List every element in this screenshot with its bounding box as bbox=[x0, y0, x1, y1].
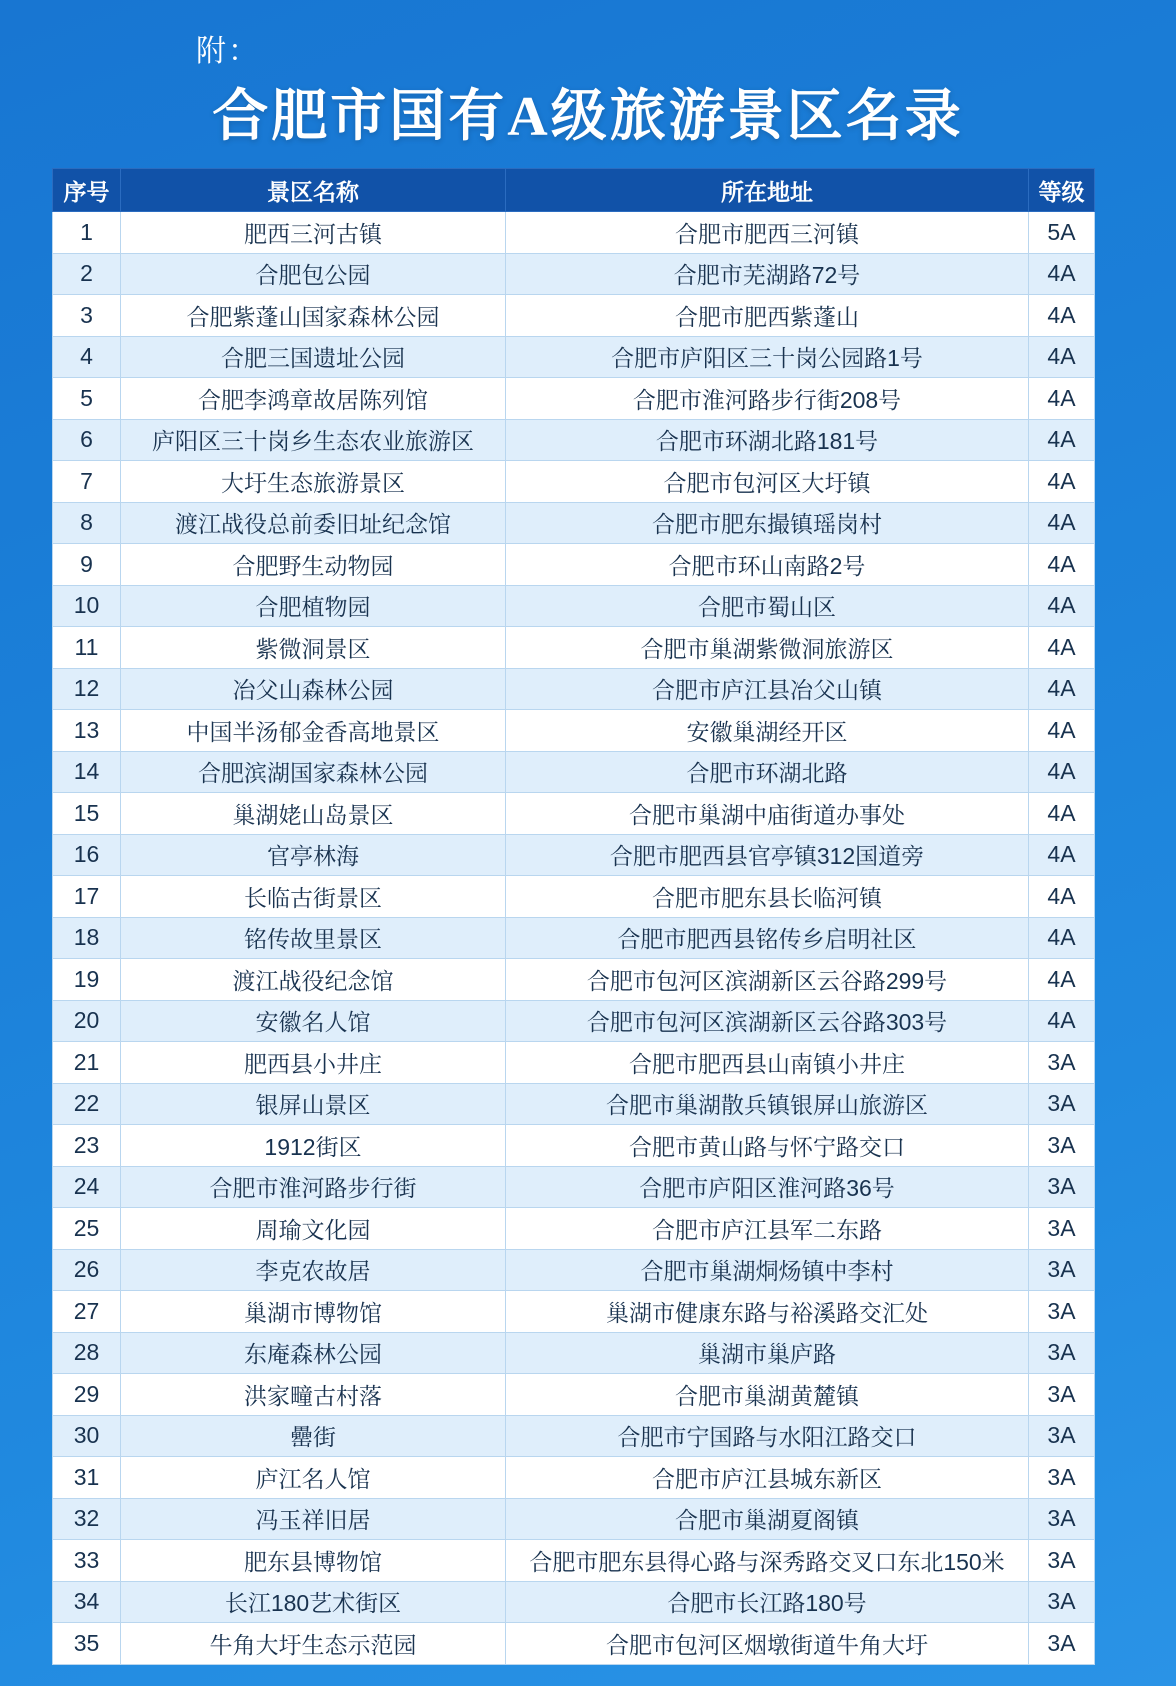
cell-name: 银屏山景区 bbox=[121, 1083, 506, 1125]
cell-address: 安徽巢湖经开区 bbox=[506, 710, 1029, 752]
column-header-address: 所在地址 bbox=[506, 169, 1029, 212]
cell-name: 巢湖市博物馆 bbox=[121, 1291, 506, 1333]
cell-address: 合肥市庐江县军二东路 bbox=[506, 1208, 1029, 1250]
cell-name: 合肥滨湖国家森林公园 bbox=[121, 751, 506, 793]
table-row bbox=[53, 212, 1095, 254]
cell-level: 3A bbox=[1029, 1125, 1095, 1167]
cell-address: 合肥市巢湖夏阁镇 bbox=[506, 1498, 1029, 1540]
cell-address: 合肥市庐阳区淮河路36号 bbox=[506, 1166, 1029, 1208]
cell-index: 30 bbox=[53, 1415, 121, 1457]
cell-level: 3A bbox=[1029, 1457, 1095, 1499]
table-row bbox=[53, 1208, 1095, 1250]
cell-address: 合肥市肥东县得心路与深秀路交叉口东北150米 bbox=[506, 1540, 1029, 1582]
cell-address: 合肥市肥东撮镇瑶岗村 bbox=[506, 502, 1029, 544]
cell-address: 合肥市长江路180号 bbox=[506, 1581, 1029, 1623]
cell-address: 合肥市肥东县长临河镇 bbox=[506, 876, 1029, 918]
cell-name: 合肥紫蓬山国家森林公园 bbox=[121, 295, 506, 337]
cell-level: 4A bbox=[1029, 959, 1095, 1001]
cell-level: 4A bbox=[1029, 419, 1095, 461]
cell-index: 17 bbox=[53, 876, 121, 918]
table-body bbox=[53, 212, 1095, 1665]
cell-name: 安徽名人馆 bbox=[121, 1000, 506, 1042]
cell-index: 3 bbox=[53, 295, 121, 337]
cell-level: 3A bbox=[1029, 1083, 1095, 1125]
cell-level: 4A bbox=[1029, 710, 1095, 752]
table-row bbox=[53, 1581, 1095, 1623]
cell-level: 4A bbox=[1029, 793, 1095, 835]
cell-address: 巢湖市巢庐路 bbox=[506, 1332, 1029, 1374]
cell-index: 1 bbox=[53, 212, 121, 254]
cell-name: 洪家疃古村落 bbox=[121, 1374, 506, 1416]
cell-index: 8 bbox=[53, 502, 121, 544]
cell-address: 合肥市巢湖散兵镇银屏山旅游区 bbox=[506, 1083, 1029, 1125]
cell-name: 庐阳区三十岗乡生态农业旅游区 bbox=[121, 419, 506, 461]
table-row bbox=[53, 1125, 1095, 1167]
cell-index: 35 bbox=[53, 1623, 121, 1665]
cell-address: 合肥市包河区滨湖新区云谷路303号 bbox=[506, 1000, 1029, 1042]
cell-level: 3A bbox=[1029, 1249, 1095, 1291]
table-row bbox=[53, 1332, 1095, 1374]
cell-index: 24 bbox=[53, 1166, 121, 1208]
table-row bbox=[53, 627, 1095, 669]
table-row bbox=[53, 834, 1095, 876]
cell-name: 合肥三国遗址公园 bbox=[121, 336, 506, 378]
cell-address: 合肥市淮河路步行街208号 bbox=[506, 378, 1029, 420]
cell-level: 4A bbox=[1029, 1000, 1095, 1042]
cell-name: 合肥李鸿章故居陈列馆 bbox=[121, 378, 506, 420]
table-row bbox=[53, 1042, 1095, 1084]
cell-name: 渡江战役总前委旧址纪念馆 bbox=[121, 502, 506, 544]
table-row bbox=[53, 1291, 1095, 1333]
table-header bbox=[53, 169, 1095, 212]
cell-address: 合肥市环山南路2号 bbox=[506, 544, 1029, 586]
cell-index: 4 bbox=[53, 336, 121, 378]
table-row bbox=[53, 1000, 1095, 1042]
cell-level: 4A bbox=[1029, 295, 1095, 337]
table-row bbox=[53, 793, 1095, 835]
table-row bbox=[53, 1623, 1095, 1665]
cell-name: 东庵森林公园 bbox=[121, 1332, 506, 1374]
cell-name: 官亭林海 bbox=[121, 834, 506, 876]
table-row bbox=[53, 502, 1095, 544]
cell-level: 4A bbox=[1029, 627, 1095, 669]
cell-name: 巢湖姥山岛景区 bbox=[121, 793, 506, 835]
table-row bbox=[53, 1249, 1095, 1291]
table-row bbox=[53, 336, 1095, 378]
cell-name: 合肥植物园 bbox=[121, 585, 506, 627]
table-row bbox=[53, 751, 1095, 793]
cell-name: 合肥包公园 bbox=[121, 253, 506, 295]
table-row bbox=[53, 668, 1095, 710]
cell-name: 中国半汤郁金香高地景区 bbox=[121, 710, 506, 752]
cell-name: 紫微洞景区 bbox=[121, 627, 506, 669]
cell-level: 3A bbox=[1029, 1581, 1095, 1623]
cell-level: 3A bbox=[1029, 1332, 1095, 1374]
cell-address: 合肥市巢湖黄麓镇 bbox=[506, 1374, 1029, 1416]
cell-level: 4A bbox=[1029, 917, 1095, 959]
cell-name: 渡江战役纪念馆 bbox=[121, 959, 506, 1001]
cell-index: 26 bbox=[53, 1249, 121, 1291]
table-row bbox=[53, 710, 1095, 752]
cell-name: 李克农故居 bbox=[121, 1249, 506, 1291]
cell-index: 18 bbox=[53, 917, 121, 959]
cell-address: 合肥市庐江县冶父山镇 bbox=[506, 668, 1029, 710]
cell-index: 22 bbox=[53, 1083, 121, 1125]
cell-index: 23 bbox=[53, 1125, 121, 1167]
cell-name: 长江180艺术街区 bbox=[121, 1581, 506, 1623]
cell-level: 4A bbox=[1029, 544, 1095, 586]
cell-name: 长临古街景区 bbox=[121, 876, 506, 918]
table-row bbox=[53, 1457, 1095, 1499]
cell-level: 4A bbox=[1029, 876, 1095, 918]
cell-index: 5 bbox=[53, 378, 121, 420]
cell-name: 肥东县博物馆 bbox=[121, 1540, 506, 1582]
cell-index: 13 bbox=[53, 710, 121, 752]
cell-index: 21 bbox=[53, 1042, 121, 1084]
cell-address: 合肥市蜀山区 bbox=[506, 585, 1029, 627]
cell-name: 肥西三河古镇 bbox=[121, 212, 506, 254]
cell-index: 19 bbox=[53, 959, 121, 1001]
cell-level: 4A bbox=[1029, 585, 1095, 627]
scenic-spot-table-container bbox=[52, 168, 1094, 1665]
cell-level: 5A bbox=[1029, 212, 1095, 254]
cell-level: 3A bbox=[1029, 1623, 1095, 1665]
cell-name: 合肥市淮河路步行街 bbox=[121, 1166, 506, 1208]
table-row bbox=[53, 917, 1095, 959]
cell-level: 3A bbox=[1029, 1374, 1095, 1416]
cell-address: 合肥市环湖北路181号 bbox=[506, 419, 1029, 461]
cell-level: 4A bbox=[1029, 834, 1095, 876]
cell-name: 牛角大圩生态示范园 bbox=[121, 1623, 506, 1665]
cell-address: 合肥市肥西县官亭镇312国道旁 bbox=[506, 834, 1029, 876]
table-row bbox=[53, 461, 1095, 503]
table-row bbox=[53, 1083, 1095, 1125]
cell-index: 11 bbox=[53, 627, 121, 669]
cell-level: 4A bbox=[1029, 336, 1095, 378]
cell-index: 34 bbox=[53, 1581, 121, 1623]
cell-index: 27 bbox=[53, 1291, 121, 1333]
cell-index: 31 bbox=[53, 1457, 121, 1499]
cell-index: 12 bbox=[53, 668, 121, 710]
cell-level: 4A bbox=[1029, 461, 1095, 503]
cell-index: 6 bbox=[53, 419, 121, 461]
cell-name: 铭传故里景区 bbox=[121, 917, 506, 959]
cell-address: 合肥市巢湖中庙街道办事处 bbox=[506, 793, 1029, 835]
cell-index: 20 bbox=[53, 1000, 121, 1042]
cell-level: 3A bbox=[1029, 1166, 1095, 1208]
table-row bbox=[53, 959, 1095, 1001]
table-row bbox=[53, 1498, 1095, 1540]
cell-level: 4A bbox=[1029, 751, 1095, 793]
table-row bbox=[53, 585, 1095, 627]
cell-level: 4A bbox=[1029, 378, 1095, 420]
table-row bbox=[53, 1374, 1095, 1416]
table-row bbox=[53, 876, 1095, 918]
table-row bbox=[53, 378, 1095, 420]
cell-name: 周瑜文化园 bbox=[121, 1208, 506, 1250]
cell-address: 巢湖市健康东路与裕溪路交汇处 bbox=[506, 1291, 1029, 1333]
cell-level: 4A bbox=[1029, 502, 1095, 544]
cell-index: 25 bbox=[53, 1208, 121, 1250]
cell-level: 3A bbox=[1029, 1498, 1095, 1540]
cell-index: 15 bbox=[53, 793, 121, 835]
cell-index: 33 bbox=[53, 1540, 121, 1582]
cell-level: 3A bbox=[1029, 1540, 1095, 1582]
cell-name: 1912街区 bbox=[121, 1125, 506, 1167]
table-row bbox=[53, 419, 1095, 461]
column-header-level: 等级 bbox=[1029, 169, 1095, 212]
table-header-row bbox=[53, 169, 1095, 212]
cell-address: 合肥市肥西县山南镇小井庄 bbox=[506, 1042, 1029, 1084]
cell-address: 合肥市巢湖烔炀镇中李村 bbox=[506, 1249, 1029, 1291]
cell-index: 14 bbox=[53, 751, 121, 793]
cell-address: 合肥市黄山路与怀宁路交口 bbox=[506, 1125, 1029, 1167]
table-row bbox=[53, 1166, 1095, 1208]
page-title: 合肥市国有A级旅游景区名录 bbox=[212, 86, 964, 148]
cell-level: 3A bbox=[1029, 1415, 1095, 1457]
cell-index: 16 bbox=[53, 834, 121, 876]
cell-index: 10 bbox=[53, 585, 121, 627]
cell-address: 合肥市包河区大圩镇 bbox=[506, 461, 1029, 503]
column-header-index: 序号 bbox=[53, 169, 121, 212]
cell-level: 3A bbox=[1029, 1291, 1095, 1333]
cell-address: 合肥市环湖北路 bbox=[506, 751, 1029, 793]
cell-address: 合肥市肥西紫蓬山 bbox=[506, 295, 1029, 337]
cell-level: 3A bbox=[1029, 1208, 1095, 1250]
cell-address: 合肥市巢湖紫微洞旅游区 bbox=[506, 627, 1029, 669]
table-row bbox=[53, 253, 1095, 295]
cell-address: 合肥市肥西县铭传乡启明社区 bbox=[506, 917, 1029, 959]
table-row bbox=[53, 544, 1095, 586]
cell-address: 合肥市包河区烟墩街道牛角大圩 bbox=[506, 1623, 1029, 1665]
cell-name: 冯玉祥旧居 bbox=[121, 1498, 506, 1540]
cell-address: 合肥市芜湖路72号 bbox=[506, 253, 1029, 295]
cell-address: 合肥市肥西三河镇 bbox=[506, 212, 1029, 254]
cell-index: 29 bbox=[53, 1374, 121, 1416]
cell-index: 2 bbox=[53, 253, 121, 295]
cell-index: 32 bbox=[53, 1498, 121, 1540]
cell-index: 9 bbox=[53, 544, 121, 586]
cell-name: 冶父山森林公园 bbox=[121, 668, 506, 710]
cell-name: 罍街 bbox=[121, 1415, 506, 1457]
column-header-name: 景区名称 bbox=[121, 169, 506, 212]
cell-name: 肥西县小井庄 bbox=[121, 1042, 506, 1084]
cell-address: 合肥市庐阳区三十岗公园路1号 bbox=[506, 336, 1029, 378]
cell-index: 28 bbox=[53, 1332, 121, 1374]
table-row bbox=[53, 1540, 1095, 1582]
cell-address: 合肥市宁国路与水阳江路交口 bbox=[506, 1415, 1029, 1457]
cell-level: 4A bbox=[1029, 668, 1095, 710]
table-row bbox=[53, 295, 1095, 337]
attachment-prefix: 附： bbox=[196, 35, 260, 68]
table-row bbox=[53, 1415, 1095, 1457]
cell-name: 合肥野生动物园 bbox=[121, 544, 506, 586]
cell-index: 7 bbox=[53, 461, 121, 503]
scenic-spot-table bbox=[52, 168, 1095, 1665]
cell-level: 4A bbox=[1029, 253, 1095, 295]
cell-level: 3A bbox=[1029, 1042, 1095, 1084]
cell-name: 大圩生态旅游景区 bbox=[121, 461, 506, 503]
cell-address: 合肥市包河区滨湖新区云谷路299号 bbox=[506, 959, 1029, 1001]
cell-address: 合肥市庐江县城东新区 bbox=[506, 1457, 1029, 1499]
cell-name: 庐江名人馆 bbox=[121, 1457, 506, 1499]
